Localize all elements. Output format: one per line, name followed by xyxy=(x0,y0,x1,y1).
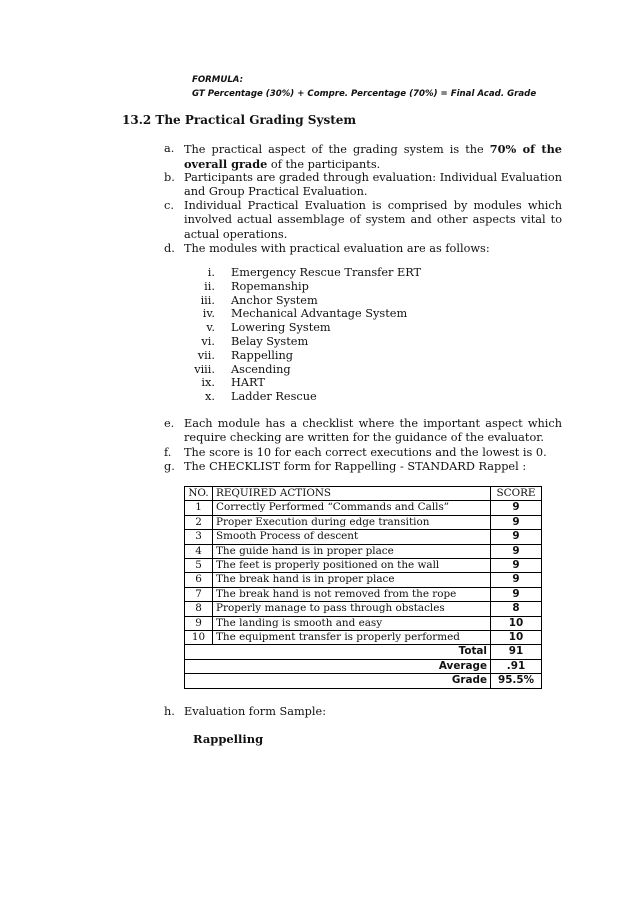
checklist-table xyxy=(184,486,542,689)
row-score: 9 xyxy=(491,501,542,515)
row-number: 3 xyxy=(185,530,213,544)
module-name: Anchor System xyxy=(231,293,318,307)
row-score: 9 xyxy=(491,515,542,529)
total-label: Total xyxy=(185,645,491,659)
row-action: Proper Execution during edge transition xyxy=(213,515,491,529)
item-text: The practical aspect of the grading system is the 70% of the overall grade of the participants. xyxy=(184,142,562,172)
row-number: 6 xyxy=(185,573,213,587)
row-score: 9 xyxy=(491,559,542,573)
item-letter: a. xyxy=(164,142,175,155)
sample-title: Rappelling xyxy=(193,732,264,746)
table-row xyxy=(185,573,542,587)
item-letter: f. xyxy=(164,446,172,459)
formula-block xyxy=(192,73,536,101)
module-name: Rappelling xyxy=(231,348,293,362)
row-number: 5 xyxy=(185,559,213,573)
item-letter: d. xyxy=(164,242,175,255)
module-name: Ascending xyxy=(231,362,291,376)
item-text: Evaluation form Sample: xyxy=(184,705,327,718)
row-action: Properly manage to pass through obstacles xyxy=(213,602,491,616)
module-name: Emergency Rescue Transfer ERT xyxy=(231,266,422,279)
table-row xyxy=(185,602,542,616)
row-number: 7 xyxy=(185,587,213,601)
row-action: Correctly Performed “Commands and Calls” xyxy=(213,501,491,515)
item-letter: h. xyxy=(164,705,175,718)
total-row xyxy=(185,645,542,659)
row-number: 1 xyxy=(185,501,213,515)
row-action: The feet is properly positioned on the wall xyxy=(213,559,491,573)
row-number: 9 xyxy=(185,616,213,630)
row-action: The landing is smooth and easy xyxy=(213,616,491,630)
row-number: 10 xyxy=(185,631,213,645)
table-row xyxy=(185,559,542,573)
average-label: Average xyxy=(185,659,491,673)
header-required-actions: REQUIRED ACTIONS xyxy=(213,487,491,501)
row-number: 4 xyxy=(185,544,213,558)
module-number: vii. xyxy=(197,348,215,362)
item-letter: g. xyxy=(164,460,175,473)
formula-text: GT Percentage (30%) + Compre. Percentage (70%) = Final Acad. Grade xyxy=(192,89,537,99)
module-number: viii. xyxy=(194,362,215,376)
average-value: .91 xyxy=(491,659,542,673)
row-score: 9 xyxy=(491,544,542,558)
table-row xyxy=(185,587,542,601)
row-action: The break hand is not removed from the rope xyxy=(213,587,491,601)
row-score: 9 xyxy=(491,573,542,587)
module-name: Ladder Rescue xyxy=(231,390,317,404)
row-action: The guide hand is in proper place xyxy=(213,544,491,558)
module-name: HART xyxy=(231,376,265,390)
module-number: iv. xyxy=(202,307,215,321)
item-letter: c. xyxy=(164,199,174,212)
module-name: Belay System xyxy=(231,334,309,348)
module-number: v. xyxy=(206,321,215,335)
module-number: iii. xyxy=(200,293,215,307)
item-letter: e. xyxy=(164,417,175,430)
module-name: Lowering System xyxy=(231,321,331,335)
item-text: The CHECKLIST form for Rappelling - STANDARD Rappel : xyxy=(184,460,527,473)
item-text: Participants are graded through evaluation: Individual Evaluation and Group Practical Evaluation. xyxy=(184,171,562,199)
header-score: SCORE xyxy=(491,487,542,501)
module-number: x. xyxy=(205,390,215,404)
module-number: ii. xyxy=(204,279,215,293)
module-name: Ropemanship xyxy=(231,279,309,293)
item-emphasis: 70% of the overall grade xyxy=(184,142,562,172)
table-row xyxy=(185,515,542,529)
section-heading: 13.2 The Practical Grading System xyxy=(122,113,357,127)
item-letter: b. xyxy=(164,171,175,184)
row-score: 8 xyxy=(491,602,542,616)
row-score: 9 xyxy=(491,587,542,601)
table-row xyxy=(185,501,542,515)
table-row xyxy=(185,544,542,558)
row-action: Smooth Process of descent xyxy=(213,530,491,544)
formula-label: FORMULA: xyxy=(192,75,244,85)
row-score: 9 xyxy=(491,530,542,544)
item-text: Each module has a checklist where the important aspect which require checking are written for the guidance of the evaluator. xyxy=(184,417,562,445)
table-header-row xyxy=(185,487,542,501)
row-score: 10 xyxy=(491,616,542,630)
row-number: 2 xyxy=(185,515,213,529)
module-number: vi. xyxy=(201,334,215,348)
module-number: ix. xyxy=(201,376,215,390)
module-number: i. xyxy=(207,266,215,279)
header-no: NO. xyxy=(185,487,213,501)
table-row xyxy=(185,631,542,645)
average-row xyxy=(185,659,542,673)
table-row xyxy=(185,616,542,630)
item-text: The score is 10 for each correct executions and the lowest is 0. xyxy=(184,446,547,459)
row-score: 10 xyxy=(491,631,542,645)
grade-label: Grade xyxy=(185,674,491,688)
item-text: Individual Practical Evaluation is comprised by modules which involved actual assemblage of system and other aspects vital to actual operations. xyxy=(184,199,562,241)
row-number: 8 xyxy=(185,602,213,616)
row-action: The equipment transfer is properly performed xyxy=(213,631,491,645)
table-row xyxy=(185,530,542,544)
item-text: The modules with practical evaluation are as follows: xyxy=(184,242,490,255)
total-value: 91 xyxy=(491,645,542,659)
grade-value: 95.5% xyxy=(491,674,542,688)
grade-row xyxy=(185,674,542,688)
module-name: Mechanical Advantage System xyxy=(231,307,408,321)
row-action: The break hand is in proper place xyxy=(213,573,491,587)
